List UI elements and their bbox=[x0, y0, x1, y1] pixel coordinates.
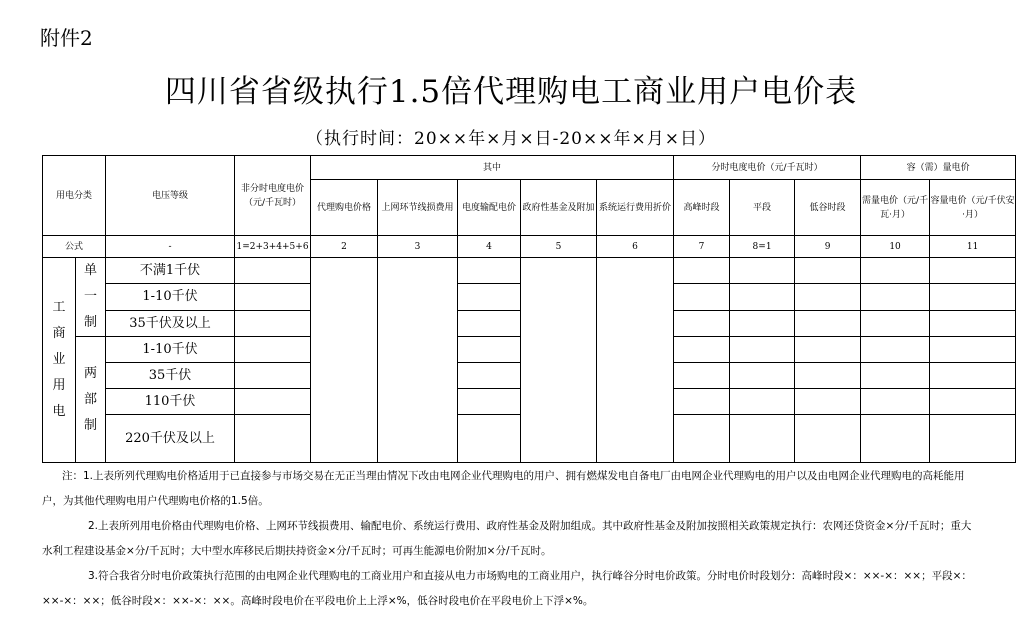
data-cell bbox=[861, 337, 930, 363]
data-cell bbox=[730, 389, 795, 415]
data-cell bbox=[795, 284, 861, 310]
data-cell bbox=[861, 415, 930, 463]
data-cell bbox=[861, 258, 930, 284]
voltage-level: 35千伏及以上 bbox=[106, 310, 235, 336]
tou-group-header: 分时电度电价（元/千瓦时） bbox=[674, 156, 861, 180]
data-cell bbox=[795, 310, 861, 336]
voltage-level: 110千伏 bbox=[106, 389, 235, 415]
data-cell bbox=[235, 415, 311, 463]
data-cell bbox=[458, 258, 521, 284]
tariff-two-part: 两部制 bbox=[76, 337, 106, 463]
note-3: 3.符合我省分时电价政策执行范围的由电网企业代理购电的工商业用户和直接从电力市场购电的工商业用户，执行峰谷分时电价政策。分时电价时段划分：高峰时段×：××-×：××；平段×：××-×：××；低谷时段×：××-×：××。高峰时段电价在平段电价上上浮×%，低谷时段电价在平段电价上下浮×%。 bbox=[42, 570, 972, 607]
formula-label: 公式 bbox=[43, 236, 106, 258]
formula-cell: 4 bbox=[458, 236, 521, 258]
data-cell bbox=[674, 363, 730, 389]
attachment-label: 附件2 bbox=[40, 26, 93, 50]
capacity-group-header: 容（需）量电价 bbox=[861, 156, 1016, 180]
data-cell bbox=[674, 258, 730, 284]
data-cell bbox=[521, 258, 597, 463]
data-cell bbox=[597, 258, 674, 463]
formula-cell: 11 bbox=[930, 236, 1016, 258]
data-cell bbox=[795, 337, 861, 363]
formula-cell: 1=2+3+4+5+6 bbox=[235, 236, 311, 258]
voltage-level: 220千伏及以上 bbox=[106, 415, 235, 463]
data-cell bbox=[730, 310, 795, 336]
data-cell bbox=[235, 284, 311, 310]
note-1: 注：1.上表所列代理购电价格适用于已直接参与市场交易在无正当理由情况下改由电网企业代理购电的用户、拥有燃煤发电自备电厂由电网企业代理购电的用户以及由电网企业代理购电的高耗能用户，为其他代理购电用户代理购电价格的1.5倍。 bbox=[42, 470, 965, 507]
data-cell bbox=[674, 389, 730, 415]
component-header: 政府性基金及附加 bbox=[521, 180, 597, 236]
data-cell bbox=[235, 363, 311, 389]
data-cell bbox=[458, 310, 521, 336]
data-cell bbox=[730, 284, 795, 310]
formula-cell: 3 bbox=[378, 236, 458, 258]
data-cell bbox=[730, 337, 795, 363]
data-cell bbox=[235, 258, 311, 284]
data-cell bbox=[795, 258, 861, 284]
data-cell bbox=[235, 310, 311, 336]
data-cell bbox=[458, 415, 521, 463]
data-cell bbox=[458, 337, 521, 363]
data-cell bbox=[930, 284, 1016, 310]
tariff-single-part: 单一制 bbox=[76, 258, 106, 337]
tou-header: 低谷时段 bbox=[795, 180, 861, 236]
price-table bbox=[42, 155, 1016, 463]
document-title: 四川省省级执行1.5倍代理购电工商业用户电价表 bbox=[164, 74, 858, 110]
component-header: 代理购电价格 bbox=[311, 180, 378, 236]
non-tou-price-header: 非分时电度电价（元/千瓦时） bbox=[235, 156, 311, 236]
demand-price-header: 需量电价（元/千瓦·月） bbox=[861, 180, 930, 236]
data-cell bbox=[674, 415, 730, 463]
data-cell bbox=[674, 337, 730, 363]
category-industrial-commercial: 工商业用电 bbox=[43, 258, 76, 463]
data-cell bbox=[730, 415, 795, 463]
note-2: 2.上表所列用电价格由代理购电价格、上网环节线损费用、输配电价、系统运行费用、政府性基金及附加组成。其中政府性基金及附加按照相关政策规定执行：农网还贷资金×分/千瓦时；重大水利工程建设基金×分/千瓦时；大中型水库移民后期扶持资金×分/千瓦时；可再生能源电价附加×分/千瓦时。 bbox=[42, 520, 972, 557]
data-cell bbox=[795, 389, 861, 415]
data-cell bbox=[458, 284, 521, 310]
capacity-price-header: 容量电价（元/千伏安·月） bbox=[930, 180, 1016, 236]
data-cell bbox=[861, 310, 930, 336]
data-cell bbox=[930, 389, 1016, 415]
formula-cell: 5 bbox=[521, 236, 597, 258]
voltage-level: 不满1千伏 bbox=[106, 258, 235, 284]
voltage-header: 电压等级 bbox=[106, 156, 235, 236]
effective-period: （执行时间：20××年×月×日-20××年×月×日） bbox=[306, 129, 716, 149]
formula-cell: 10 bbox=[861, 236, 930, 258]
component-header: 电度输配电价 bbox=[458, 180, 521, 236]
data-cell bbox=[458, 389, 521, 415]
component-header: 上网环节线损费用 bbox=[378, 180, 458, 236]
data-cell bbox=[674, 284, 730, 310]
component-header: 系统运行费用折价 bbox=[597, 180, 674, 236]
formula-cell: 6 bbox=[597, 236, 674, 258]
voltage-level: 1-10千伏 bbox=[106, 284, 235, 310]
voltage-level: 1-10千伏 bbox=[106, 337, 235, 363]
components-group-header: 其中 bbox=[311, 156, 674, 180]
category-header: 用电分类 bbox=[43, 156, 106, 236]
data-cell bbox=[930, 310, 1016, 336]
data-cell bbox=[861, 284, 930, 310]
formula-cell: 8=1 bbox=[730, 236, 795, 258]
formula-voltage: - bbox=[106, 236, 235, 258]
data-cell bbox=[930, 258, 1016, 284]
data-cell bbox=[674, 310, 730, 336]
notes bbox=[42, 464, 976, 614]
tou-header: 高峰时段 bbox=[674, 180, 730, 236]
data-cell bbox=[378, 258, 458, 463]
data-cell bbox=[458, 363, 521, 389]
data-cell bbox=[861, 363, 930, 389]
data-cell bbox=[930, 363, 1016, 389]
formula-cell: 2 bbox=[311, 236, 378, 258]
tou-header: 平段 bbox=[730, 180, 795, 236]
formula-cell: 9 bbox=[795, 236, 861, 258]
voltage-level: 35千伏 bbox=[106, 363, 235, 389]
data-cell bbox=[235, 337, 311, 363]
data-cell bbox=[730, 363, 795, 389]
data-cell bbox=[861, 389, 930, 415]
data-cell bbox=[795, 415, 861, 463]
data-cell bbox=[795, 363, 861, 389]
data-cell bbox=[930, 415, 1016, 463]
data-cell bbox=[930, 337, 1016, 363]
data-cell bbox=[311, 258, 378, 463]
formula-cell: 7 bbox=[674, 236, 730, 258]
data-cell bbox=[730, 258, 795, 284]
data-cell bbox=[235, 389, 311, 415]
